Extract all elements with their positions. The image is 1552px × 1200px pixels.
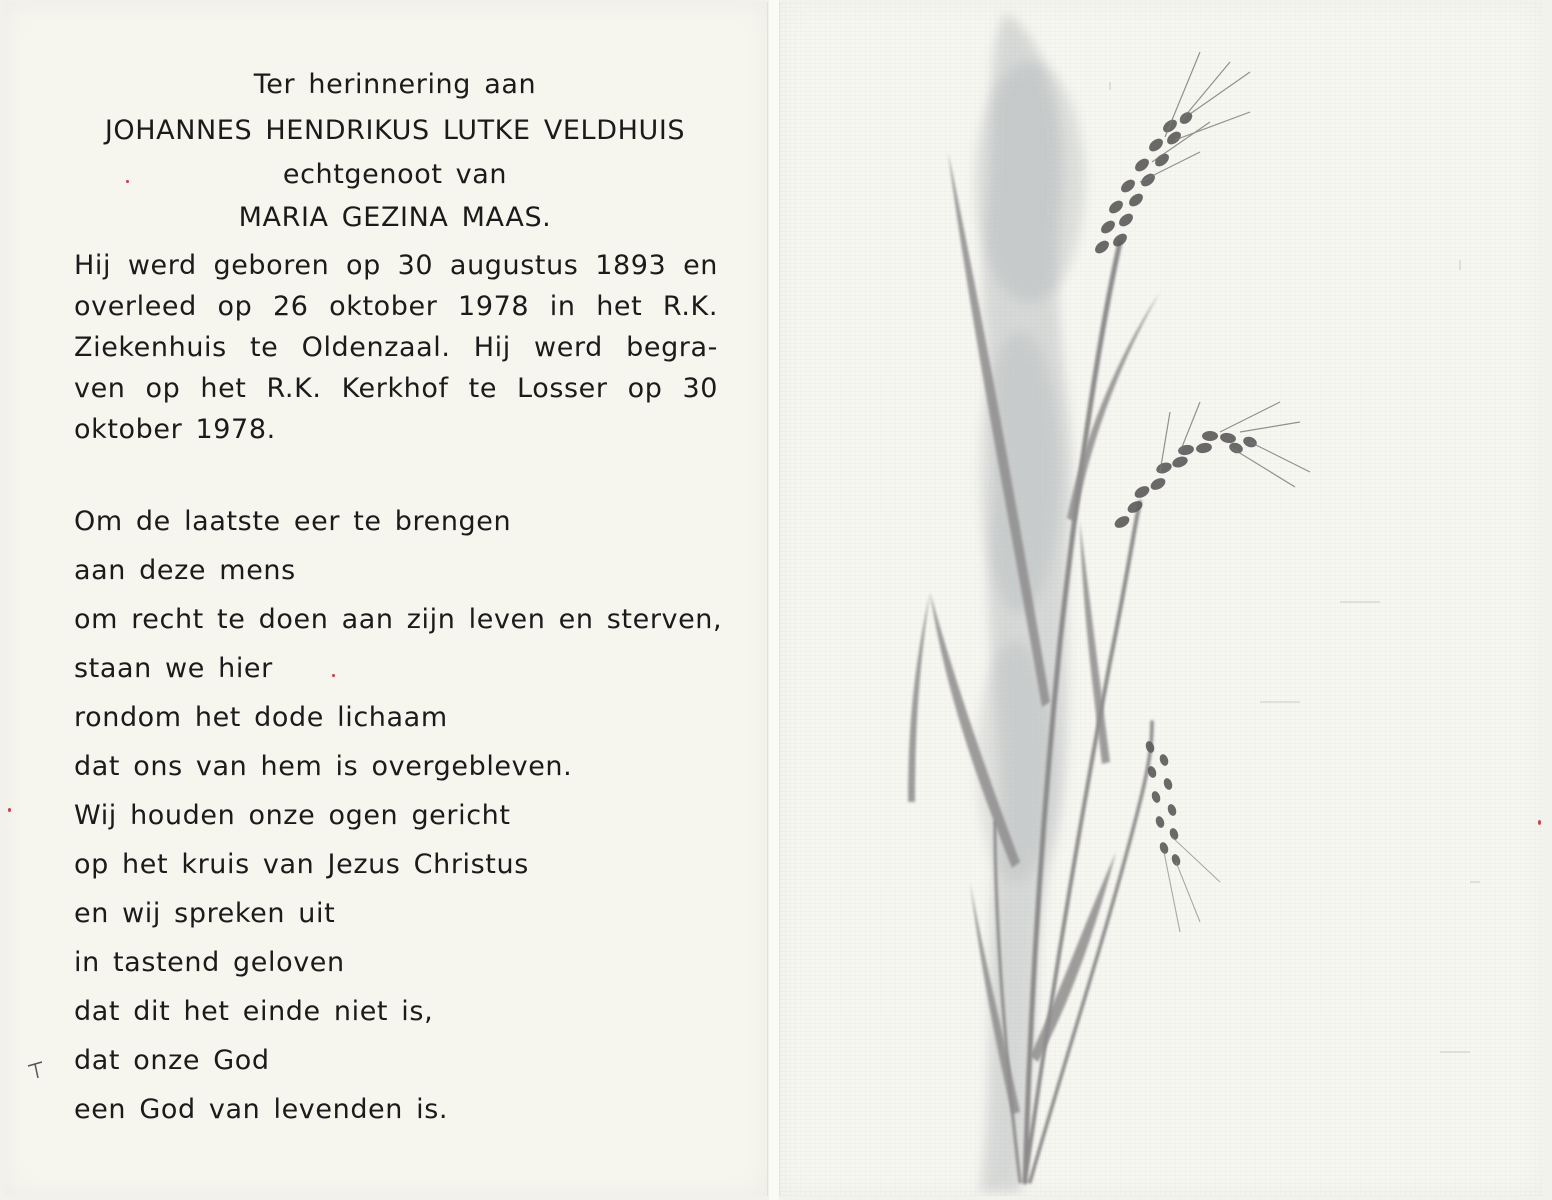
wheat-stalks-illustration [780, 2, 1544, 1196]
wheat-head-low [1144, 740, 1220, 932]
ink-speck [1538, 820, 1541, 825]
wheat-head-middle [1113, 402, 1310, 530]
bio-line: Hij werd geboren op 30 augustus 1893 en [74, 250, 718, 281]
spouse-name: MARIA GEZINA MAAS. [238, 202, 552, 233]
poem-line: een God van levenden is. [74, 1094, 449, 1125]
deceased-name: JOHANNES HENDRIKUS LUTKE VELDHUIS [104, 115, 686, 146]
ink-speck [126, 180, 129, 183]
bio-line: Ziekenhuis te Oldenzaal. Hij werd begra- [74, 332, 718, 363]
scan-marks [1110, 82, 1480, 1052]
poem-line: aan deze mens [74, 555, 296, 586]
bio-line: overleed op 26 oktober 1978 in het R.K. [74, 291, 718, 322]
card-text-page [4, 2, 768, 1196]
card-header [70, 62, 720, 239]
header-relation: echtgenoot van [282, 159, 508, 190]
poem-line: Wij houden onze ogen gericht [74, 800, 511, 831]
poem-line: dat ons van hem is overgebleven. [74, 751, 573, 782]
poem-line: in tastend geloven [74, 947, 345, 978]
page-gutter [769, 0, 779, 1200]
biography [74, 245, 718, 450]
poem-line: dat dit het einde niet is, [74, 996, 434, 1027]
header-intro: Ter herinnering aan [253, 69, 537, 100]
poem-line: Om de laatste eer te brengen [74, 506, 512, 537]
poem-line: rondom het dode lichaam [74, 702, 448, 733]
card-artwork-page [779, 2, 1543, 1196]
poem-line: dat onze God [74, 1045, 270, 1076]
ink-speck [8, 808, 11, 812]
pencil-mark-icon [26, 1060, 46, 1082]
poem-line: op het kruis van Jezus Christus [74, 849, 529, 880]
bio-line: ven op het R.K. Kerkhof te Losser op 30 [74, 373, 718, 404]
poem [74, 497, 734, 1134]
poem-line: en wij spreken uit [74, 898, 336, 929]
ink-speck [332, 674, 335, 677]
wheat-head-top [1093, 52, 1250, 256]
poem-line: staan we hier [74, 653, 273, 684]
bio-line: oktober 1978. [74, 414, 276, 445]
poem-line: om recht te doen aan zijn leven en sterven, [74, 604, 723, 635]
